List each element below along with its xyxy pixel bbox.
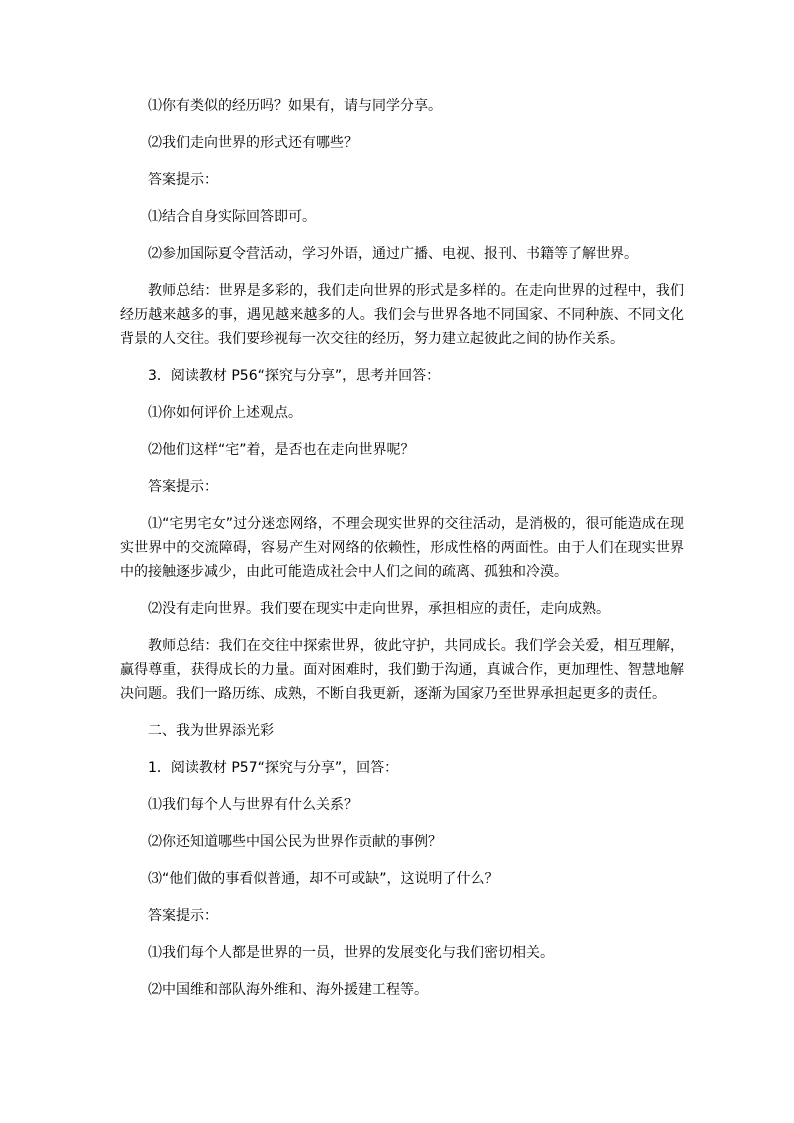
question-item: ⑶“他们做的事看似普通，却不可或缺”，这说明了什么？ — [148, 871, 499, 887]
question-item: ⑵他们这样“宅”着，是否也在走向世界呢？ — [148, 442, 415, 458]
reading-task: 3．阅读教材 P56“探究与分享”，思考并回答： — [148, 368, 441, 384]
teacher-summary: 教师总结：世界是多彩的，我们走向世界的形式是多样的。在走向世界的过程中，我们经历越来越多的事，遇见越来越多的人。我们会与世界各地不同国家、不同种族、不同文化背景的人交往。我们要珍视每一次交往的经历，努力建立起彼此之间的协作关系。 — [120, 283, 684, 347]
answer-item: ⑵没有走向世界。我们要在现实中走向世界，承担相应的责任，走向成熟。 — [148, 601, 610, 617]
question-item: ⑴你有类似的经历吗？如果有，请与同学分享。 — [148, 98, 442, 114]
question-item: ⑴你如何评价上述观点。 — [148, 405, 302, 421]
reading-task: 1．阅读教材 P57“探究与分享”，回答： — [148, 760, 399, 776]
question-item: ⑵我们走向世界的形式还有哪些？ — [148, 135, 358, 151]
answer-hint-label: 答案提示： — [148, 172, 218, 188]
question-item: ⑴我们每个人与世界有什么关系？ — [148, 797, 358, 813]
section-heading: 二、我为世界添光彩 — [148, 723, 274, 739]
teacher-summary: 教师总结：我们在交往中探索世界，彼此守护，共同成长。我们学会关爱，相互理解，赢得尊重，获得成长的力量。面对困难时，我们勤于沟通，真诚合作，更加理性、智慧地解决问题。我们一路历练、成熟，不断自我更新，逐渐为国家乃至世界承担起更多的责任。 — [120, 638, 684, 702]
answer-item: ⑴我们每个人都是世界的一员，世界的发展变化与我们密切相关。 — [148, 945, 554, 961]
answer-item: ⑵参加国际夏令营活动，学习外语，通过广播、电视、报刊、书籍等了解世界。 — [148, 246, 638, 262]
question-item: ⑵你还知道哪些中国公民为世界作贡献的事例？ — [148, 834, 442, 850]
answer-item: ⑵中国维和部队海外维和、海外援建工程等。 — [148, 982, 428, 998]
answer-item: ⑴结合自身实际回答即可。 — [148, 209, 316, 225]
answer-hint-label: 答案提示： — [148, 479, 218, 495]
answer-item: ⑴“宅男宅女”过分迷恋网络，不理会现实世界的交往活动，是消极的，很可能造成在现实世界中的交流障碍，容易产生对网络的依赖性，形成性格的两面性。由于人们在现实世界中的接触逐步减少，由此可能造成社会中人们之间的疏离、孤独和冷漠。 — [120, 516, 684, 580]
answer-hint-label: 答案提示： — [148, 908, 218, 924]
